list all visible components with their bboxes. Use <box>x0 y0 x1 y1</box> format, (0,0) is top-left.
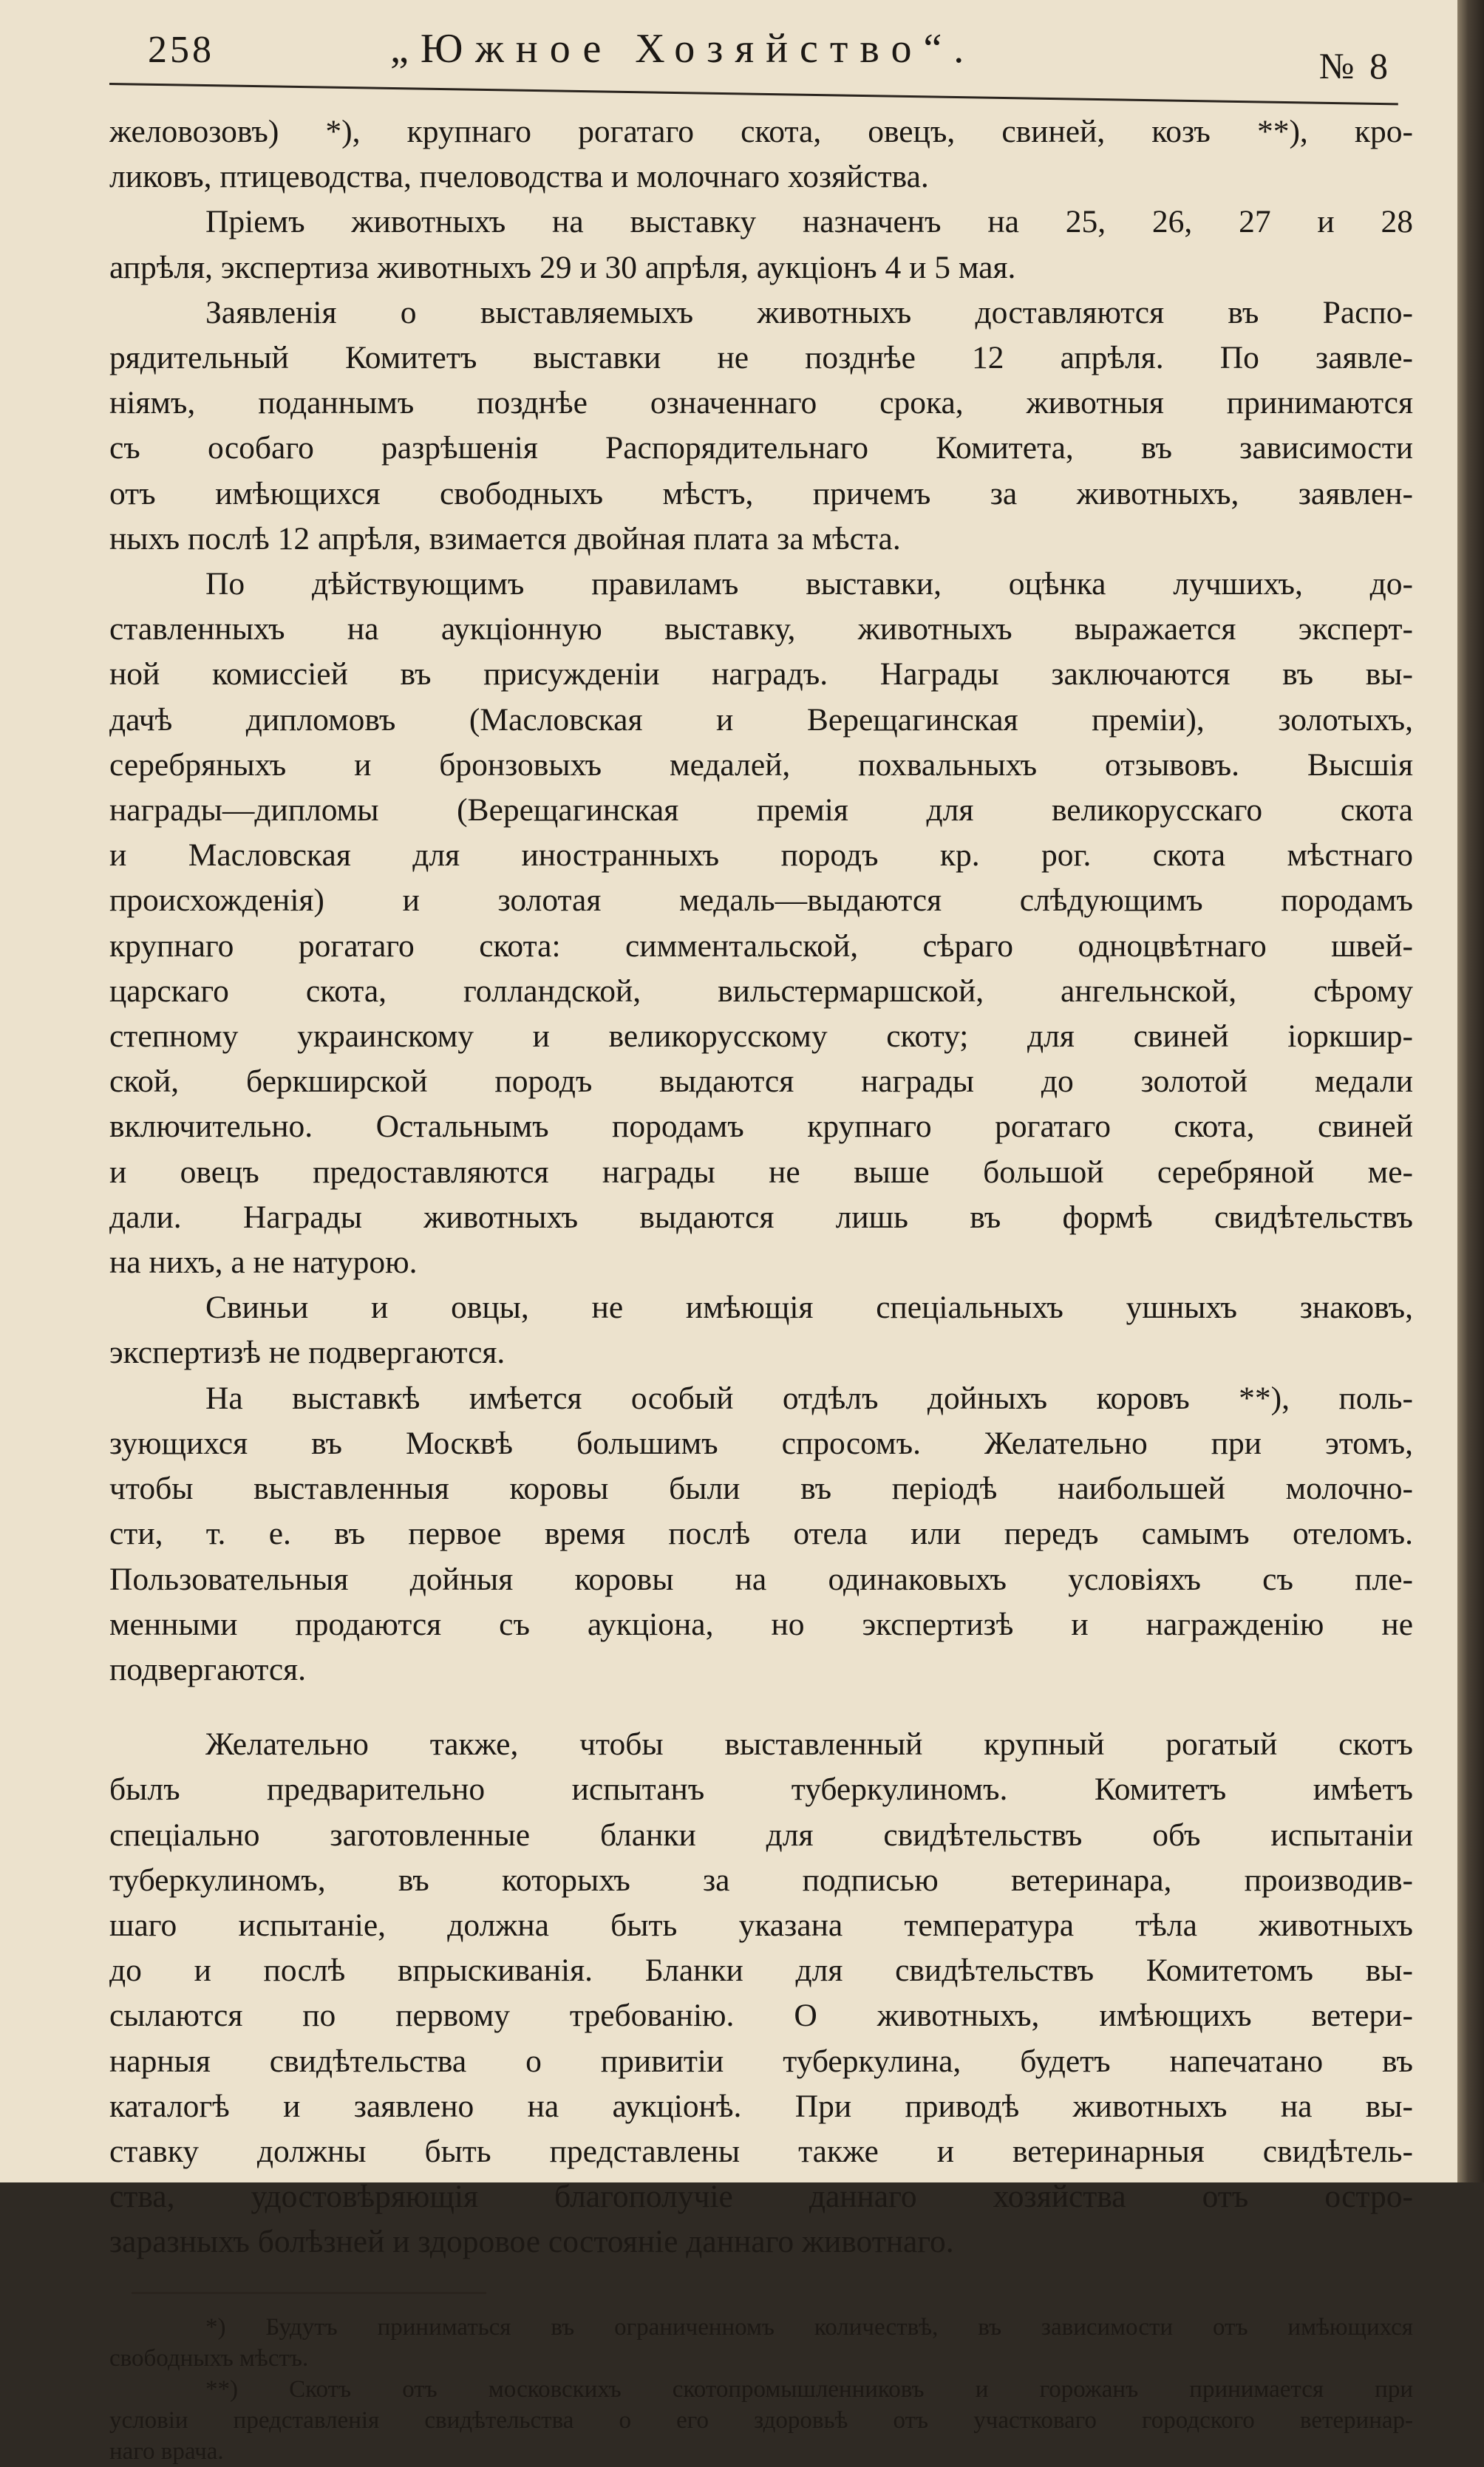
text-line: Свиньи и овцы, не имѣющія спеціальныхъ ушныхъ знаковъ, <box>205 1290 1413 1326</box>
text-line: экспертизѣ не подвергаются. <box>109 1335 506 1371</box>
text-line: апрѣля, экспертиза животныхъ 29 и 30 апрѣля, аукціонъ 4 и 5 мая. <box>109 249 1016 285</box>
text-line: до и послѣ впрыскиванія. Бланки для свидѣтельствъ Комитетомъ вы- <box>109 1953 1413 1989</box>
text-line: туберкулиномъ, въ которыхъ за подписью ветеринара, производив- <box>109 1862 1413 1898</box>
footnote-rule <box>132 2292 486 2294</box>
article-body <box>109 109 1413 2265</box>
text-line: степному украинскому и великорусскому скоту; для свиней іоркшир- <box>109 1018 1413 1055</box>
text-line: и овецъ предоставляются награды не выше большой серебряной ме- <box>109 1154 1413 1190</box>
running-header <box>109 22 1413 109</box>
text-line: Желательно также, чтобы выставленный крупный рогатый скотъ <box>205 1726 1413 1763</box>
text-line: отъ имѣющихся свободныхъ мѣстъ, причемъ за животныхъ, заявлен- <box>109 475 1413 511</box>
book-spine-shadow <box>1457 0 1484 2182</box>
text-line: съ особаго разрѣшенія Распорядительнаго Комитета, въ зависимости <box>109 430 1413 466</box>
text-line: крупнаго рогатаго скота: симментальской, сѣраго одноцвѣтнаго швей- <box>109 928 1413 964</box>
text-line: серебряныхъ и бронзовыхъ медалей, похвальныхъ отзывовъ. Высшія <box>109 746 1413 783</box>
text-line: ставленныхъ на аукціонную выставку, животныхъ выражается эксперт- <box>109 611 1413 647</box>
text-line: ставку должны быть представлены также и ветеринарныя свидѣтель- <box>109 2133 1413 2169</box>
text-line: ской, беркширской породъ выдаются награды до золотой медали <box>109 1064 1413 1100</box>
text-line: происхожденія) и золотая медаль—выдаются слѣдующимъ породамъ <box>109 882 1413 919</box>
text-line: награды—дипломы (Верещагинская премія для великорусскаго скота <box>109 792 1413 828</box>
footnote <box>109 2374 1413 2467</box>
text-line: ства, удостовѣряющія благополучіе даннаго хозяйства отъ остро- <box>109 2179 1413 2215</box>
text-line: чтобы выставленныя коровы были въ періодѣ наибольшей молочно- <box>109 1471 1413 1507</box>
issue-number: № 8 <box>1318 45 1391 86</box>
paragraph <box>109 290 1413 562</box>
paragraph <box>109 109 1413 200</box>
text-line: царскаго скота, голландской, вильстермаршской, ангельнской, сѣрому <box>109 973 1413 1009</box>
text-line: Пользовательныя дойныя коровы на одинаковыхъ условіяхъ съ пле- <box>109 1561 1413 1597</box>
text-line: Заявленія о выставляемыхъ животныхъ доставляются въ Распо- <box>205 294 1413 330</box>
text-line: желовозовъ) *), крупнаго рогатаго скота, овецъ, свиней, козъ **), кро- <box>109 114 1413 149</box>
paragraph <box>109 1722 1413 2264</box>
page-number: 258 <box>148 29 214 71</box>
paragraph-gap <box>109 1692 1413 1722</box>
paragraph <box>109 1376 1413 1692</box>
text-line: На выставкѣ имѣется особый отдѣлъ дойныхъ коровъ **), поль- <box>205 1380 1413 1416</box>
footnote-line: *) Будутъ приниматься въ ограниченномъ количествѣ, въ зависимости отъ имѣющихся <box>205 2313 1413 2341</box>
footnote-line: условіи представленія свидѣтельства о его здоровьѣ отъ участковаго городского ветеринар- <box>109 2406 1413 2434</box>
text-line: ликовъ, птицеводства, пчеловодства и молочнаго хозяйства. <box>109 159 929 195</box>
text-line: каталогѣ и заявлено на аукціонѣ. При приводѣ животныхъ на вы- <box>109 2088 1413 2124</box>
text-line: ныхъ послѣ 12 апрѣля, взимается двойная плата за мѣста. <box>109 520 901 557</box>
text-line: заразныхъ болѣзней и здоровое состояніе даннаго животнаго. <box>109 2224 954 2260</box>
footnote <box>109 2312 1413 2374</box>
text-line: зующихся въ Москвѣ большимъ спросомъ. Желательно при этомъ, <box>109 1425 1413 1461</box>
footnotes <box>109 2312 1413 2467</box>
header-rule <box>109 83 1398 105</box>
text-line: менными продаются съ аукціона, но экспертизѣ и награжденію не <box>109 1606 1413 1642</box>
text-line: и Масловская для иностранныхъ породъ кр. рог. скота мѣстнаго <box>109 837 1413 874</box>
journal-title: „Южное Хозяйство“. <box>390 26 976 72</box>
footnote-line: свободныхъ мѣстъ. <box>109 2344 309 2372</box>
text-line: По дѣйствующимъ правиламъ выставки, оцѣнка лучшихъ, до- <box>205 566 1413 602</box>
text-line: на нихъ, а не натурою. <box>109 1245 418 1281</box>
footnote-line: **) Скотъ отъ московскихъ скотопромышленниковъ и горожанъ принимается при <box>205 2375 1413 2403</box>
paragraph <box>109 562 1413 1285</box>
text-line: Пріемъ животныхъ на выставку назначенъ на 25, 26, 27 и 28 <box>205 204 1413 240</box>
text-line: нарныя свидѣтельства о привитіи туберкулина, будетъ напечатано въ <box>109 2043 1413 2079</box>
text-line: сти, т. е. въ первое время послѣ отела или передъ самымъ отеломъ. <box>109 1516 1413 1552</box>
text-line: шаго испытаніе, должна быть указана температура тѣла животныхъ <box>109 1907 1413 1943</box>
text-line: подвергаются. <box>109 1651 307 1687</box>
text-line: ніямъ, поданнымъ позднѣе означеннаго срока, животныя принимаются <box>109 385 1413 421</box>
text-line: дали. Награды животныхъ выдаются лишь въ формѣ свидѣтельствъ <box>109 1199 1413 1235</box>
text-line: сылаются по первому требованію. О животныхъ, имѣющихъ ветери- <box>109 1998 1413 2034</box>
text-line: включительно. Остальнымъ породамъ крупнаго рогатаго скота, свиней <box>109 1109 1413 1145</box>
text-line: дачѣ дипломовъ (Масловская и Верещагинская преміи), золотыхъ, <box>109 701 1413 738</box>
text-line: спеціально заготовленные бланки для свидѣтельствъ объ испытаніи <box>109 1817 1413 1853</box>
paragraph <box>109 1285 1413 1375</box>
text-line: рядительный Комитетъ выставки не позднѣе 12 апрѣля. По заявле- <box>109 340 1413 376</box>
paragraph <box>109 200 1413 290</box>
text-line: ной комиссіей въ присужденіи наградъ. Награды заключаются въ вы- <box>109 656 1413 693</box>
footnote-line: наго врача. <box>109 2437 224 2465</box>
text-line: былъ предварительно испытанъ туберкулиномъ. Комитетъ имѣетъ <box>109 1772 1413 1808</box>
